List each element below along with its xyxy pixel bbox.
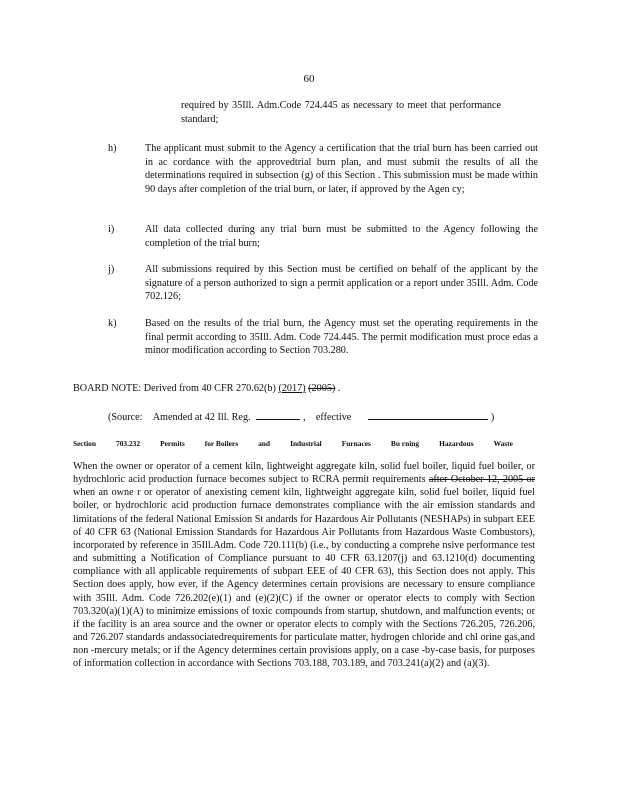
section-body (73, 460, 535, 671)
board-note-deleted: (2005) (308, 383, 336, 394)
heading-word: and (258, 439, 271, 448)
board-note (73, 382, 543, 396)
section-heading (73, 437, 513, 451)
source-comma: , (303, 412, 306, 423)
source-amended: Amended at 42 Ill. Reg. (152, 412, 251, 423)
effective-date-blank (368, 409, 488, 420)
list-item-text: All submissions required by this Section must be certified on behalf of the applicant by the signature of a person authorized to sign a permit application or a report under 35Ill. Adm. Code 702.126; (145, 264, 538, 303)
list-item-label: h) (108, 143, 117, 154)
list-item-label: j) (108, 264, 115, 275)
source-prefix: (Source: (108, 412, 143, 423)
source-close: ) (490, 412, 495, 423)
heading-word: Furnaces (341, 439, 371, 448)
board-note-inserted: (2017) (278, 383, 306, 394)
heading-word: Waste (493, 439, 513, 448)
source-note (108, 409, 548, 425)
heading-word: 703.232 (116, 439, 141, 448)
body-part-2: when an owne r or operator of anexisting cement kiln, lightweight aggregate kiln, solid fuel boiler, liquid fuel boiler, or hydrochloric acid production furnace demonstrates compliance with the air emission standards and limitations of the federal National Emission St andards for Hazardous Air Pollutants (NESHAPs) in subpart EEE of 40 CFR 63 (National Emission Standards for Hazardous Air Pollutants from Hazardous Waste Combustors), incorporated by reference in 35Ill.Adm. Code 720.111(b) (i.e., by conducting a comprehe nsive performance test and submitting a Notification of Compliance pursuant to 40 CFR 63.1207(j) and 63.1210(d) documenting compliance with all applicable requirements of subpart EEE of 40 CFR 63), this Section does not apply. This Section does apply, how ever, if the Agency determines certain provisions are necessary to ensure compliance with 35Ill. Adm. Code 726.202(e)(1) and (e)(2)(C) if the owner or operator elects to comply with Section 703.320(a)(1)(A) to minimize emissions of toxic compounds from startup, shutdown, and malfunction events; or if the facility is an area source and the owner or operator elects to comply with the Sections 726.205, 726.206, and 726.207 standards andassociatedrequirements for particulate matter, hydrogen chloride and chl orine gas,and non -mercury metals; or if the Agency determines certain provisions apply, on a case -by-case basis, for purposes of information collection in accordance with Sections 703.188, 703.189, and 703.241(a)(2) and (a)(3). (73, 487, 535, 670)
register-number-blank (256, 409, 300, 420)
continuation-text: required by 35Ill. Adm.Code 724.445 as necessary to meet that performance standard; (181, 100, 501, 125)
list-item-label: i) (108, 224, 115, 235)
list-item-text: Based on the results of the trial burn, the Agency must set the operating requirements in the final permit according to 35Ill. Adm. Code 724.445. The permit modification must proce edas a minor modification according to Section 703.280. (145, 318, 538, 357)
list-item-text: All data collected during any trial burn must be submitted to the Agency following the completion of the trial burn; (145, 224, 538, 249)
board-note-suffix: . (337, 383, 341, 394)
heading-word: Hazardous (439, 439, 474, 448)
page-number: 60 (303, 73, 315, 85)
board-note-prefix: BOARD NOTE: Derived from 40 CFR 270.62(b) (73, 383, 276, 394)
heading-word: Permits (160, 439, 185, 448)
heading-word: Section (73, 439, 96, 448)
list-item-text: The applicant must submit to the Agency a certification that the trial burn has been carried out in ac cordance with the approvedtrial burn plan, and must submit the results of all the determinations required in subsection (g) of this Section . This submission must be made within 90 days after completion of the trial burn, or later, if approved by the Agen cy; (145, 143, 538, 195)
heading-word: for Boilers (204, 439, 239, 448)
list-item-label: k) (108, 318, 117, 329)
source-effective: effective (315, 412, 352, 423)
heading-word: Bu rning (390, 439, 420, 448)
heading-word: Industrial (290, 439, 322, 448)
body-part-1: When the owner or operator of a cement kiln, lightweight aggregate kiln, solid fuel boiler, liquid fuel boiler, or hydrochloric acid production furnace becomes subject to RCRA permit requirements (73, 461, 535, 486)
body-deleted-text: after October 12, 2005 or (428, 474, 535, 486)
